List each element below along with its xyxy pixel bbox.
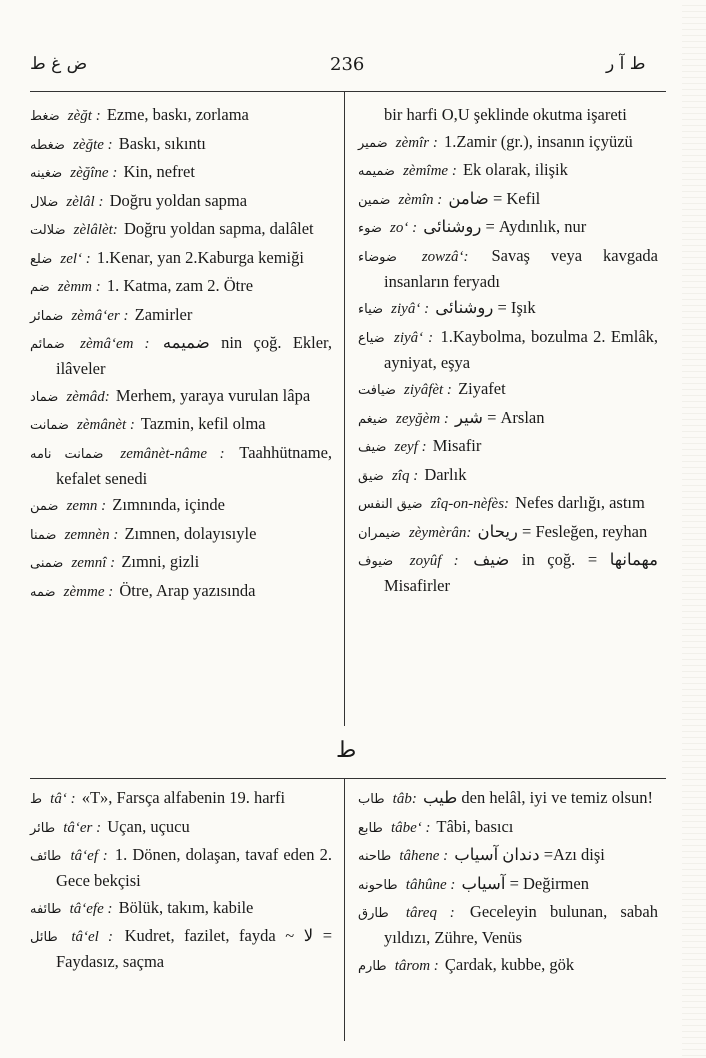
entry-definition: Uçan, uçucu [107,816,190,836]
entry-arabic: طائل [30,930,58,945]
entry-arabic: طابع [358,820,383,836]
entry-headword: zeyğèm : [396,410,449,427]
entry-arabic: ضلالت [30,223,66,238]
entry-arabic: ضمائر [30,308,64,324]
entry-arabic: ضياع [358,330,385,346]
entry-headword: zèmâ‘em : [80,336,150,352]
dictionary-entry [30,493,332,519]
entry-definition: روشنائى = Işık [435,298,536,317]
entry-headword: zel‘ : [60,250,91,267]
entry-arabic: ضيق [358,468,384,484]
entry-headword: zemnèn : [64,526,119,543]
section-letter: ط [336,738,357,763]
dictionary-entry [358,215,658,241]
entry-headword: tâbe‘ : [390,819,431,836]
entry-definition: Zımnında, içinde [112,495,226,514]
entry-headword: zo‘ : [390,220,418,236]
entry-headword: tâ‘el : [71,929,114,945]
entry-headword: zemn : [66,498,107,514]
dictionary-entry [30,843,332,893]
entry-headword: târom : [394,957,439,974]
entry-arabic: ضيق النفس [358,497,423,512]
entry-headword: tâ‘er : [63,819,102,836]
dictionary-entry [30,331,332,381]
dictionary-entry [358,158,658,184]
entry-definition: Darlık [424,464,467,484]
entry-arabic: ط [30,792,43,807]
entry-arabic: ضمن [30,499,59,514]
entry-definition: ضامن = Kefil [448,188,541,208]
entry-headword: zeyf : [394,439,427,455]
entry-definition: Ezme, baskı, zorlama [106,105,249,124]
entry-arabic: ضياء [358,302,384,317]
dictionary-entry [30,103,332,129]
entry-headword: zèmm : [57,279,101,295]
entry-arabic: ضيغم [358,411,388,427]
entry-definition: Tâbi, basıcı [436,816,514,836]
entry-definition: Kin, nefret [123,162,195,181]
column-divider-bottom [344,779,345,1041]
dictionary-entry [358,463,658,489]
entry-arabic: ضوضاء [358,249,397,265]
dictionary-entry [30,924,332,974]
entry-headword: tâ‘efe : [69,900,113,917]
page-number: 236 [330,54,365,75]
page-edge [682,0,706,1058]
entry-arabic: ضغطه [30,137,65,153]
entry-headword: târeq : [405,905,455,921]
entry-arabic: ضمانت نامه [30,446,104,462]
column-c [30,786,332,977]
dictionary-entry [358,843,658,869]
entry-headword: ziyâfèt : [404,382,452,398]
entry-headword: zèmâd: [66,388,110,405]
dictionary-entry [358,520,658,546]
entry-headword: zèğîne : [70,165,118,181]
entry-headword: tâ‘ : [50,791,76,807]
header-left-letters: ض غ ط [30,54,88,74]
entry-arabic: ضماد [30,389,59,405]
entry-headword: zemnî : [71,555,116,571]
dictionary-entry [30,160,332,186]
header-rule [30,91,666,92]
entry-arabic: ضمين [358,192,391,208]
entry-definition: «T», Farsça alfabenin 19. harfi [81,788,286,807]
entry-headword: zîq-on-nèfès: [430,496,510,512]
dictionary-entry [30,412,332,438]
dictionary-entry [358,244,658,294]
entry-headword: zèlâlèt: [73,222,118,238]
entry-headword: tâb: [392,791,417,807]
entry-definition: Kudret, fazilet, fayda ~ لا = Faydasız, saçma [56,926,333,971]
entry-arabic: طارم [358,958,387,974]
entry-arabic: ضمير [358,135,388,151]
entry-arabic: ضغط [30,109,60,124]
entry-definition: Tazmin, kefil olma [140,414,266,433]
dictionary-entry [358,187,658,213]
entry-arabic: طاب [358,792,385,807]
entry-headword: ziyâ‘ : [391,301,430,317]
entry-arabic: ضمه [30,584,56,600]
entry-headword: zèmîme : [403,163,457,179]
entry-definition: Savaş veya kavgada insanların feryadı [384,245,659,291]
entry-arabic: ضلال [30,194,59,210]
dictionary-entry [30,246,332,272]
entry-headword: zèymèrân: [408,524,472,541]
entry-headword: zèmâ‘er : [71,307,129,324]
entry-continuation: bir harfi O,U şeklinde okutma işareti [384,105,627,124]
entry-headword: ziyâ‘ : [394,329,434,346]
entry-definition: طيب den helâl, iyi ve temiz olsun! [422,788,653,807]
dictionary-entry [358,130,658,156]
entry-definition: Doğru yoldan sapma, dalâlet [123,219,314,238]
entry-arabic: ضيف [358,440,387,455]
entry-arabic: ضيافت [358,383,396,398]
entry-arabic: ضميمه [358,164,395,179]
dictionary-entry [358,872,658,898]
entry-definition: Zımnen, dolayısıyle [124,523,257,543]
entry-arabic: طائف [30,849,62,864]
section-rule [30,778,666,779]
dictionary-entry [358,296,658,322]
column-divider-top [344,92,345,726]
dictionary-entry [30,815,332,841]
entry-definition: شير = Arslan [455,407,545,427]
entry-definition: Zamirler [134,304,193,324]
entry-definition: 1.Kaybolma, bozulma 2. Emlâk, ayniyat, eşya [384,326,659,372]
entry-headword: zèmme : [63,583,114,600]
entry-arabic: طاحونه [358,877,398,893]
entry-arabic: طائفه [30,901,62,917]
entry-arabic: ضغينه [30,166,63,181]
dictionary-entry [358,786,658,812]
entry-definition: Ziyafet [458,379,506,398]
dictionary-entry [358,548,658,598]
entry-arabic: ضمنا [30,527,57,543]
entry-definition: Misafir [432,436,482,455]
entry-definition: Bölük, takım, kabile [118,897,254,917]
column-b [358,103,658,601]
entry-headword: zowzâ‘: [421,248,469,265]
dictionary-entry [358,900,658,950]
entry-headword: zemânèt-nâme : [120,445,225,462]
entry-headword: tâ‘ef : [70,848,108,864]
entry-arabic: ضيوف [358,554,394,569]
entry-definition: ريحان = Fesleğen, reyhan [477,521,648,541]
entry-arabic: ضمنى [30,556,64,571]
entry-definition: Baskı, sıkıntı [118,133,206,153]
dictionary-entry [30,896,332,922]
entry-headword: zèğt : [67,108,101,124]
entry-headword: zèmânèt : [77,417,135,433]
column-d [358,786,658,981]
dictionary-entry [358,491,658,517]
entry-definition: Ek olarak, ilişik [462,160,568,179]
dictionary-entry [30,303,332,329]
dictionary-entry [30,786,332,812]
entry-arabic: ضوء [358,221,382,236]
dictionary-entry [358,377,658,403]
entry-definition: 1.Kenar, yan 2.Kaburga kemiği [96,247,304,267]
entry-arabic: طارق [358,906,389,921]
dictionary-entry [358,406,658,432]
entry-definition: Ötre, Arap yazısında [119,580,256,600]
entry-definition: Çardak, kubbe, gök [444,954,575,974]
entry-definition: 1. Katma, zam 2. Ötre [106,276,254,295]
dictionary-entry [30,550,332,576]
entry-definition: روشنائى = Aydınlık, nur [423,217,587,236]
entry-definition: ضميمه nin çoğ. Ekler, ilâveler [56,333,333,378]
entry-headword: zèmîn : [398,191,443,208]
entry-definition: دندان آسياب =Azı dişi [454,845,605,864]
entry-definition: آسياب = Değirmen [461,873,589,893]
entry-arabic: ضيمران [358,525,401,541]
header-right-letters: ط آ ر [606,54,646,74]
dictionary-entry [30,189,332,215]
dictionary-entry [30,522,332,548]
entry-definition: Doğru yoldan sapma [109,190,248,210]
dictionary-entry [30,132,332,158]
column-a [30,103,332,607]
entry-headword: tâhûne : [405,876,456,893]
dictionary-entry [358,434,658,460]
entry-definition: 1.Zamir (gr.), insanın içyüzü [443,131,633,151]
entry-headword: zoyûf : [409,553,459,569]
entry-headword: zèmîr : [395,134,438,151]
entry-definition: Merhem, yaraya vurulan lâpa [115,385,311,405]
dictionary-entry [30,217,332,243]
entry-arabic: ضمائم [30,337,65,352]
dictionary-entry [30,384,332,410]
dictionary-entry [358,953,658,979]
entry-headword: zèlâl : [66,193,104,210]
entry-headword: zîq : [391,467,419,484]
entry-arabic: ضلع [30,251,53,267]
dictionary-entry [30,441,332,491]
entry-definition: 1. Dönen, dolaşan, tavaf eden 2. Gece bekçisi [56,845,333,890]
entry-arabic: ضم [30,280,50,295]
dictionary-entry [30,579,332,605]
entry-arabic: ضمانت [30,418,69,433]
dictionary-entry [358,325,658,375]
entry-headword: zèğte : [73,136,113,153]
entry-arabic: طاحنه [358,849,392,864]
dictionary-entry [358,815,658,841]
entry-headword: tâhene : [399,848,449,864]
entry-definition: ضيف in çoğ. = مهمانها Misafirler [384,550,658,595]
dictionary-entry [30,274,332,300]
entry-arabic: طائر [30,820,56,836]
entry-definition: Geceleyin bulunan, sabah yıldızı, Zühre, Venüs [384,902,658,947]
entry-definition: Zımni, gizli [121,552,200,571]
entry-definition: Taahhütname, kefalet senedi [56,442,333,488]
entry-definition: Nefes darlığı, astım [515,493,645,512]
